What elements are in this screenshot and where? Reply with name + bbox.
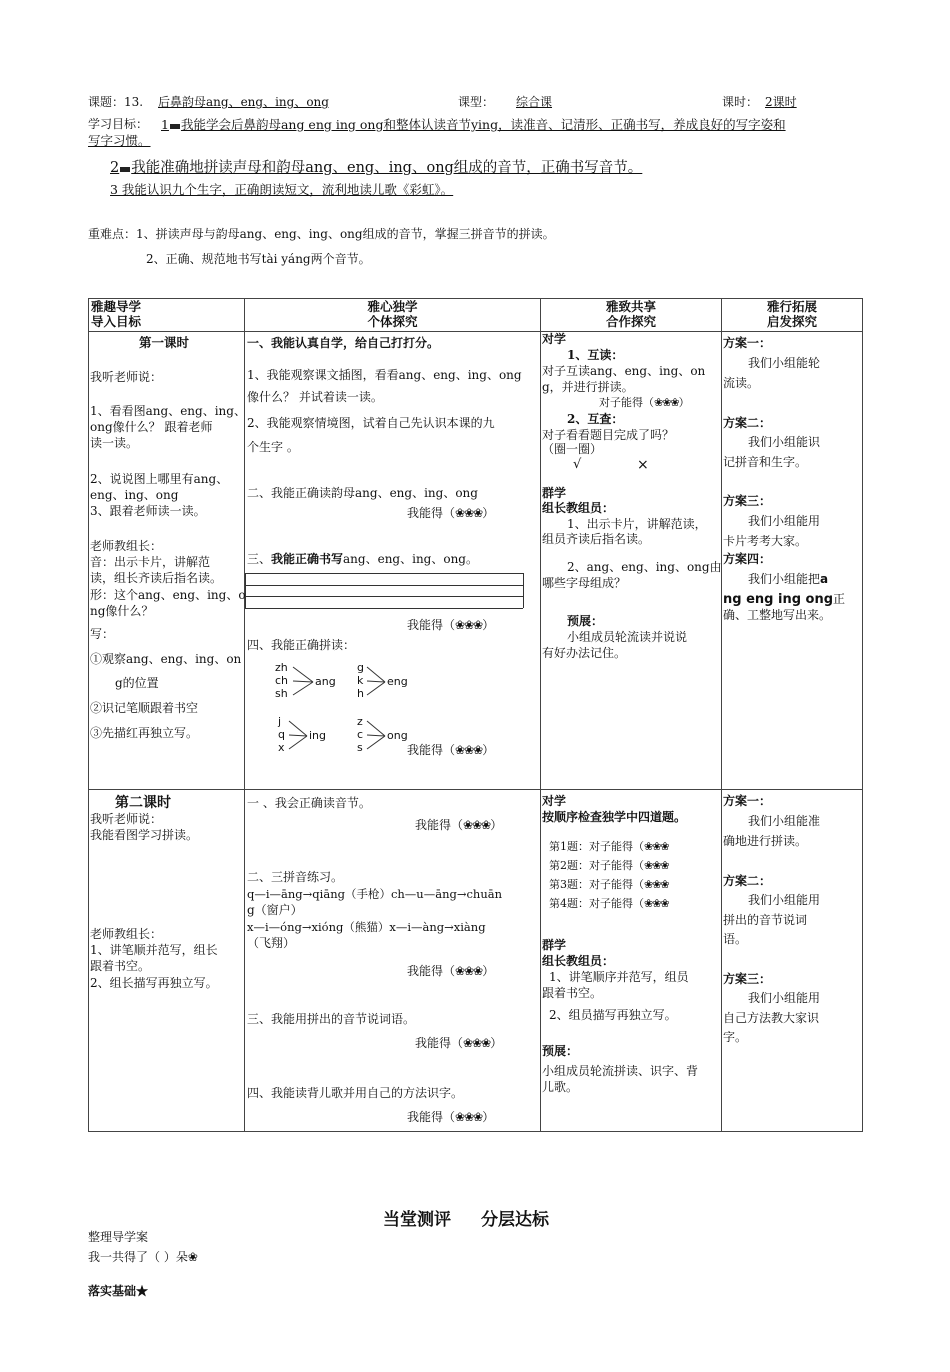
score-line: 我能得（❀❀❀）: [415, 818, 503, 832]
header-col-2: 雅心独学 个体探究: [245, 299, 541, 332]
final-ang: ang: [315, 675, 336, 688]
summary-line: 整理导学案: [88, 1230, 149, 1244]
initials-zh: zh ch sh: [275, 661, 289, 700]
period-value: 2课时: [765, 95, 797, 109]
difficulty-1: 重难点：1、拼读声母与韵母ang、eng、ing、ong组成的音节，掌握三拼音节的拼读。: [88, 227, 555, 241]
score-line: 我能得（❀❀❀）: [407, 618, 495, 632]
writing-line: [245, 608, 523, 609]
lesson2-col3: 对学 按顺序检查独学中四道题。 第1题：对子能得（❀❀❀ 第2题：对子能得（❀❀❀ 第3题：对子能得（❀❀❀ 第4题：对子能得（❀❀❀ 群学 组长教组员： 1、讲笔顺序并范写，组员 跟着书空。 2、组员描写再独立写。 预展： 小组成员轮流拼读、识字、背 儿歌。: [541, 790, 722, 1132]
connector-lines: [291, 662, 315, 702]
total-flowers: 我一共得了（ ）朵❀: [88, 1250, 197, 1264]
lesson1-col2: 一、我能认真自学，给自己打打分。 1、我能观察课文插图，看看ang、eng、ing、ong 像什么？ 并试着读一读。 2、我能观察情境图，试着自己先认识本课的九 个生字 。 二、我能正确读韵母ang、eng、ing、ong 我能得（❀❀❀） 三、我能正确书写ang、eng、ing、ong。 我能得（❀❀❀） 四、我能正确拼读： zh ch sh ang g k h eng j q x ing z c s ong 我能得（❀❀❀）: [245, 332, 541, 790]
final-ing: ing: [309, 729, 327, 742]
score-line: 我能得（❀❀❀）: [407, 743, 495, 757]
header-col-1: 雅趣导学 导入目标: [89, 299, 245, 332]
type-value: 综合课: [516, 95, 553, 109]
final-ong: ong: [387, 729, 408, 742]
initials-j: j q x: [278, 715, 285, 754]
difficulty-2: 2、正确、规范地书写tài yáng两个音节。: [146, 252, 371, 266]
pair-score: 对子能得（❀❀❀）: [599, 396, 690, 409]
lesson2-col4: 方案一： 我们小组能准 确地进行拼读。 方案二： 我们小组能用 拼出的音节说词 语。 方案三： 我们小组能用 自己方法教大家识 字。: [722, 790, 863, 1132]
final-eng: eng: [387, 675, 408, 688]
header-col-4: 雅行拓展 启发探究: [722, 299, 863, 332]
connector-lines: [287, 716, 311, 756]
initials-g: g k h: [357, 661, 364, 700]
header-col-3: 雅致共享 合作探究: [541, 299, 722, 332]
lesson-table: [88, 298, 863, 1132]
cross-mark[interactable]: ×: [637, 457, 649, 473]
lesson1-col1: 第一课时 我听老师说： 1、看看图ang、eng、ing、 ong像什么？ 跟着老师 读一读。 2、说说图上哪里有ang、 eng、ing、ong 3、跟着老师读一读。 老师教组长： 音：出示卡片，讲解范 读，组长齐读后指名读。 形：这个ang、eng、ing、o ng像什么？ 写： ①观察ang、eng、ing、on g的位置 ②识记笔顺跟着书空 ③先描红再独立写。: [89, 332, 245, 790]
q1-score: 第1题：对子能得（❀❀❀: [549, 840, 669, 853]
period-label: 课时：: [722, 95, 759, 109]
lesson2-col2: 一 、我会正确读音节。 我能得（❀❀❀） 二、三拼音练习。 q—i—āng→qiāng（手枪）ch—u—āng→chuān g（窗户） x—i—óng→xióng（熊猫）x—i—àng→xiàng （飞翔） 我能得（❀❀❀） 三、我能用拼出的音节说词语。 我能得（❀❀❀） 四、我能读背儿歌并用自己的方法识字。 我能得（❀❀❀）: [245, 790, 541, 1132]
q3-score: 第3题：对子能得（❀❀❀: [549, 878, 669, 891]
goal-1: 1 我能学会后鼻韵母ang eng ing ong和整体认读音节ying，读准音、记清形、正确书写，养成良好的写字姿和: [161, 117, 786, 132]
topic-value: 后鼻韵母ang、eng、ing、ong: [158, 95, 329, 109]
writing-line: [245, 596, 523, 597]
flower-icon: ❀: [187, 1250, 197, 1264]
topic-label: 课题：13.: [88, 95, 144, 109]
score-line: 我能得（❀❀❀）: [407, 964, 495, 978]
score-line: 我能得（❀❀❀）: [407, 506, 495, 520]
check-mark[interactable]: √: [573, 457, 582, 472]
writing-line: [245, 585, 523, 586]
type-label: 课型：: [458, 95, 495, 109]
lesson2-col1: 第二课时 我听老师说： 我能看图学习拼读。 老师教组长： 1、讲笔顺并范写，组长 跟着书空。 2、组长描写再独立写。: [89, 790, 245, 1132]
score-line: 我能得（❀❀❀）: [415, 1036, 503, 1050]
connector-lines: [365, 716, 389, 756]
section-title: 当堂测评 分层达标: [383, 1210, 549, 1230]
writing-line: [245, 573, 523, 574]
q4-score: 第4题：对子能得（❀❀❀: [549, 897, 669, 910]
goal-3: 3 我能认识九个生字，正确朗读短文，流利地读儿歌《彩虹》。: [110, 182, 454, 197]
connector-lines: [365, 662, 389, 702]
goal-1-cont: 写字习惯。: [88, 133, 151, 148]
initials-z: z c s: [357, 715, 364, 754]
goals-label: 学习目标：: [88, 117, 149, 131]
goal-2: 2 我能准确地拼读声母和韵母ang、eng、ing、ong组成的音节，正确书写音节。: [110, 160, 643, 176]
basics-label: 落实基础★: [88, 1284, 149, 1298]
q2-score: 第2题：对子能得（❀❀❀: [549, 859, 669, 872]
score-line: 我能得（❀❀❀）: [407, 1110, 495, 1124]
lesson1-col3: 对学 1、互读： 对子互读ang、eng、ing、on g，并进行拼读。 对子能得（❀❀❀） 2、互查： 对子看看题目完成了吗？ （圈一圈） √ × 群学 组长教组员： 1、出示卡片，讲解范读， 组员齐读后指名读。 2、ang、eng、ing、ong由 哪些字母组成？ 预展： 小组成员轮流读并说说 有好办法记住。: [541, 332, 722, 790]
lesson1-col4: 方案一： 我们小组能轮 流读。 方案二： 我们小组能识 记拼音和生字。 方案三： 我们小组能用 卡片考考大家。 方案四： 我们小组能把a ng eng ing ong正 确、工整地写出来。: [722, 332, 863, 790]
